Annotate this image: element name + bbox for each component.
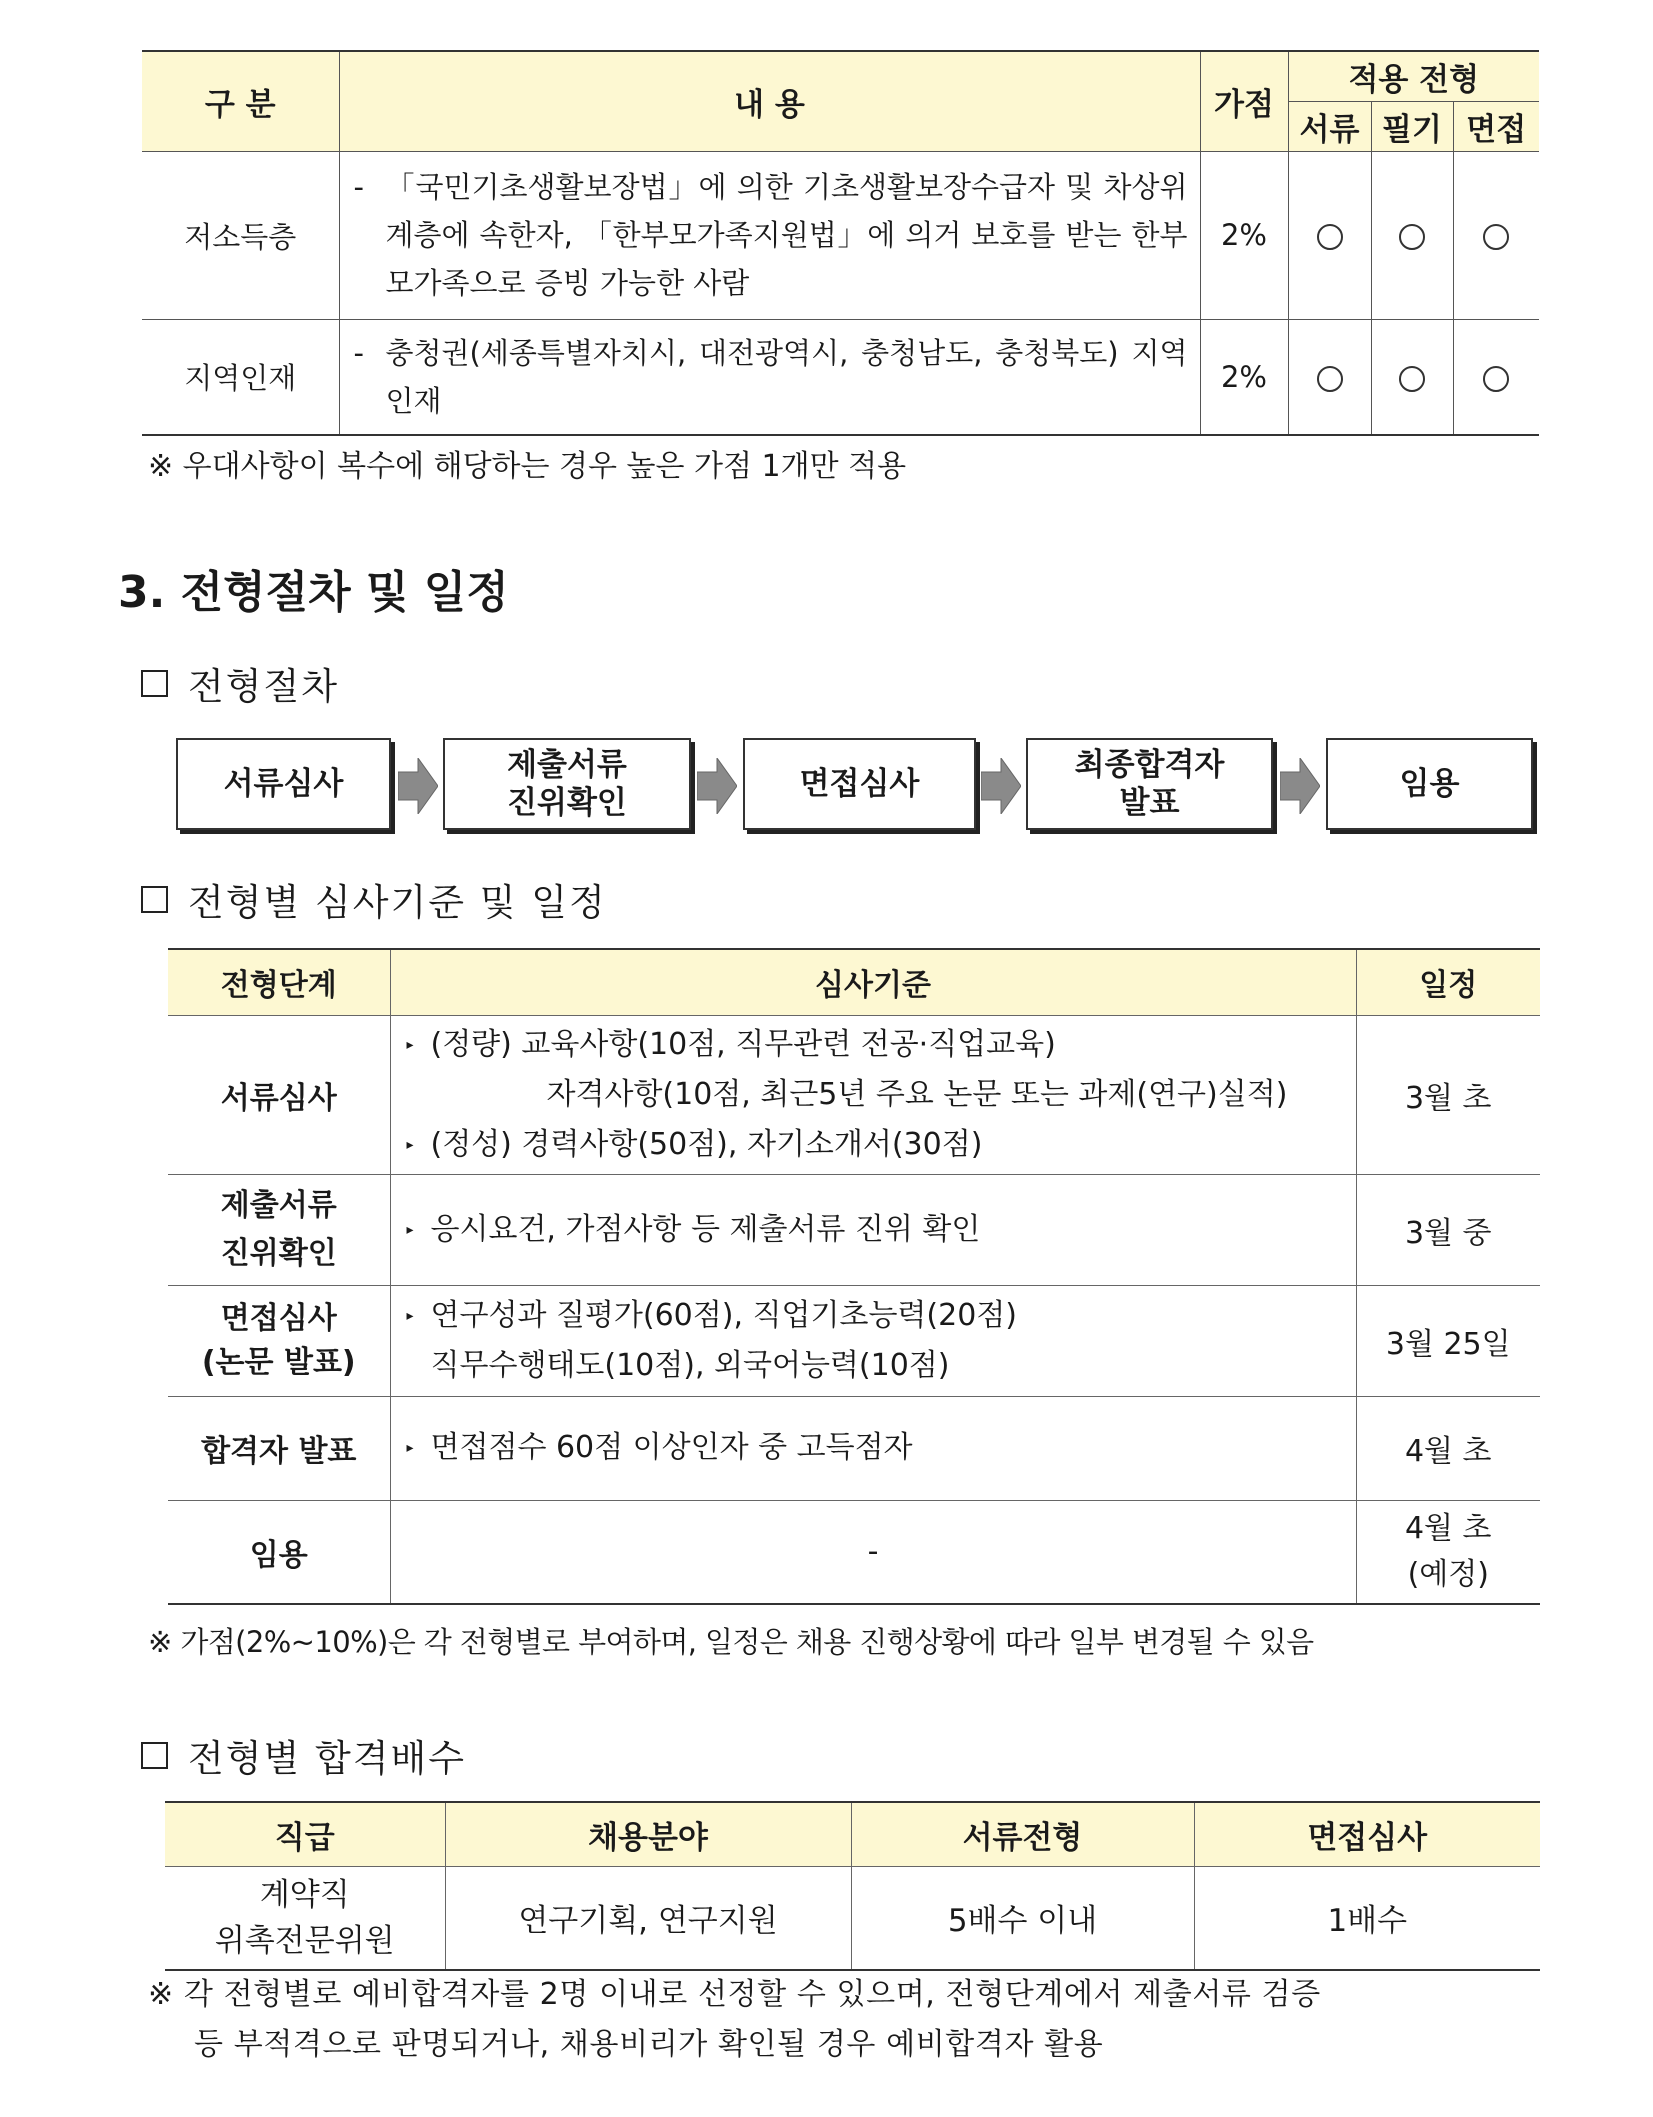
criteria-line: 자격사항(10점, 최근5년 주요 논문 또는 과제(연구)실적) [546, 1076, 1288, 1112]
header-schedule: 일정 [1356, 949, 1540, 1015]
schedule-interview: 3월 25일 [1356, 1285, 1540, 1396]
schedule-document-verification: 3월 중 [1356, 1174, 1540, 1285]
row-low-income-bonus: 2% [1200, 151, 1288, 319]
triangle-bullet-icon: ▸ [406, 1221, 414, 1238]
procedure-heading-row [141, 656, 339, 710]
header-stage-document: 서류 [1288, 101, 1371, 151]
criteria-note: ※ 가점(2%~10%)은 각 전형별로 부여하며, 일정은 채용 진행상황에 따라 일부 변경될 수 있음 [148, 1625, 1314, 1659]
header-stage: 전형단계 [168, 949, 390, 1015]
stage-announcement [168, 1396, 390, 1500]
row-regional-mark-document [1288, 319, 1371, 435]
stage-label-line2: (논문 발표) [201, 1344, 356, 1380]
checkbox-square-icon [141, 886, 168, 913]
stage-interview [168, 1285, 390, 1396]
row-regional-category: 지역인재 [142, 319, 339, 435]
header-criteria: 심사기준 [390, 949, 1356, 1015]
schedule-appointment [1356, 1500, 1540, 1604]
criteria-heading: 전형별 심사기준 및 일정 [188, 881, 607, 924]
multiples-note-line2: 등 부적격으로 판명되거나, 채용비리가 확인될 경우 예비합격자 활용 [194, 2027, 1104, 2062]
procedure-heading: 전형절차 [188, 665, 339, 708]
row-regional-bonus: 2% [1200, 319, 1288, 435]
step-label: 서류심사 [223, 766, 344, 802]
row-low-income-mark-written [1371, 151, 1453, 319]
preference-note: ※ 우대사항이 복수에 해당하는 경우 높은 가점 1개만 적용 [148, 449, 907, 484]
header-category: 구 분 [142, 51, 339, 151]
criteria-announcement [390, 1396, 1356, 1500]
triangle-bullet-icon: ▸ [406, 1136, 414, 1153]
criteria-appointment: - [390, 1500, 1356, 1604]
header-stage-written: 필기 [1371, 101, 1453, 151]
header-applied-stage: 적용 전형 [1288, 51, 1539, 101]
section-title: 3. 전형절차 및 일정 [118, 567, 509, 618]
multiples-note [148, 1970, 1543, 2070]
criteria-document-review [390, 1015, 1356, 1174]
stage-appointment [168, 1500, 390, 1604]
row-regional-mark-interview [1453, 319, 1539, 435]
multiples-heading-row [141, 1728, 466, 1782]
stage-document-review [168, 1015, 390, 1174]
step-document-verification [443, 738, 691, 830]
step-label: 면접심사 [799, 766, 920, 802]
row-low-income-category: 저소득층 [142, 151, 339, 319]
dash-marker: - [353, 335, 364, 370]
step-document-review [176, 738, 391, 830]
arrow-right-icon [398, 758, 438, 814]
grade-line1: 계약직 [259, 1876, 350, 1913]
criteria-line: (정량) 교육사항(10점, 직무관련 전공·직업교육) [430, 1026, 1056, 1062]
arrow-right-icon [1280, 758, 1320, 814]
circle-mark-icon [1483, 224, 1509, 250]
criteria-document-verification [390, 1174, 1356, 1285]
stage-label-line1: 제출서류 [220, 1187, 337, 1223]
dash-marker: - [353, 170, 364, 204]
interview-multiple-cell: 1배수 [1194, 1866, 1540, 1970]
row-low-income-mark-document [1288, 151, 1371, 319]
circle-mark-icon [1399, 224, 1425, 250]
schedule-line2: (예정) [1407, 1556, 1489, 1592]
step-label-line1: 최종합격자 [1074, 747, 1225, 783]
grade-cell [165, 1866, 445, 1970]
circle-mark-icon [1317, 366, 1343, 392]
arrow-right-icon [981, 758, 1021, 814]
multiples-heading: 전형별 합격배수 [188, 1737, 466, 1780]
criteria-line: 직무수행태도(10점), 외국어능력(10점) [430, 1347, 950, 1383]
multiples-table [165, 1801, 1540, 1971]
stage-label: 서류심사 [220, 1080, 337, 1116]
stage-label: 임용 [249, 1537, 308, 1573]
circle-mark-icon [1317, 224, 1343, 250]
step-label-line2: 진위확인 [507, 785, 627, 821]
header-stage-interview: 면접 [1453, 101, 1539, 151]
stage-document-verification [168, 1174, 390, 1285]
triangle-bullet-icon: ▸ [406, 1307, 414, 1324]
field-cell: 연구기획, 연구지원 [445, 1866, 851, 1970]
arrow-right-icon [697, 758, 737, 814]
criteria-table [168, 948, 1540, 1605]
header-grade: 직급 [165, 1802, 445, 1866]
step-label-line2: 발표 [1119, 785, 1180, 821]
criteria-line: 응시요건, 가점사항 등 제출서류 진위 확인 [430, 1211, 981, 1247]
row-low-income-text: 「국민기초생활보장법」에 의한 기초생활보장수급자 및 차상위계층에 속한자, 「한부모가족지원법」에 의거 보호를 받는 한부모가족으로 증빙 가능한 사람 [385, 170, 1188, 300]
row-regional-mark-written [1371, 319, 1453, 435]
triangle-bullet-icon: ▸ [406, 1036, 414, 1053]
criteria-heading-row [141, 872, 607, 926]
checkbox-square-icon [141, 1742, 168, 1769]
header-bonus: 가점 [1200, 51, 1288, 151]
preference-table [142, 50, 1539, 436]
row-regional-content [339, 319, 1200, 435]
circle-mark-icon [1483, 366, 1509, 392]
step-final-announcement [1026, 738, 1273, 830]
schedule-document-review: 3월 초 [1356, 1015, 1540, 1174]
stage-label-line1: 면접심사 [220, 1300, 337, 1336]
step-label-line1: 제출서류 [507, 747, 627, 783]
checkbox-square-icon [141, 670, 168, 697]
criteria-line: (정성) 경력사항(50점), 자기소개서(30점) [430, 1126, 983, 1162]
criteria-interview [390, 1285, 1356, 1396]
header-field: 채용분야 [445, 1802, 851, 1866]
criteria-line: 연구성과 질평가(60점), 직업기초능력(20점) [430, 1297, 1017, 1333]
multiples-note-line1: ※ 각 전형별로 예비합격자를 2명 이내로 선정할 수 있으며, 전형단계에서 제출서류 검증 [148, 1977, 1321, 2012]
header-interview-stage: 면접심사 [1194, 1802, 1540, 1866]
row-regional-text: 충청권(세종특별자치시, 대전광역시, 충청남도, 충청북도) 지역인재 [385, 335, 1188, 418]
header-document-stage: 서류전형 [851, 1802, 1194, 1866]
document-multiple-cell: 5배수 이내 [851, 1866, 1194, 1970]
criteria-line: 면접점수 60점 이상인자 중 고득점자 [430, 1430, 913, 1465]
step-appointment [1326, 738, 1533, 830]
row-low-income-content [339, 151, 1200, 319]
step-interview [743, 738, 976, 830]
circle-mark-icon [1399, 366, 1425, 392]
row-low-income-mark-interview [1453, 151, 1539, 319]
stage-label: 합격자 발표 [201, 1434, 357, 1469]
schedule-announcement: 4월 초 [1356, 1396, 1540, 1500]
grade-line2: 위촉전문위원 [214, 1922, 395, 1959]
triangle-bullet-icon: ▸ [406, 1440, 414, 1456]
stage-label-line2: 진위확인 [220, 1235, 337, 1271]
schedule-line1: 4월 초 [1404, 1510, 1492, 1546]
header-content: 내 용 [339, 51, 1200, 151]
step-label: 임용 [1399, 766, 1460, 802]
